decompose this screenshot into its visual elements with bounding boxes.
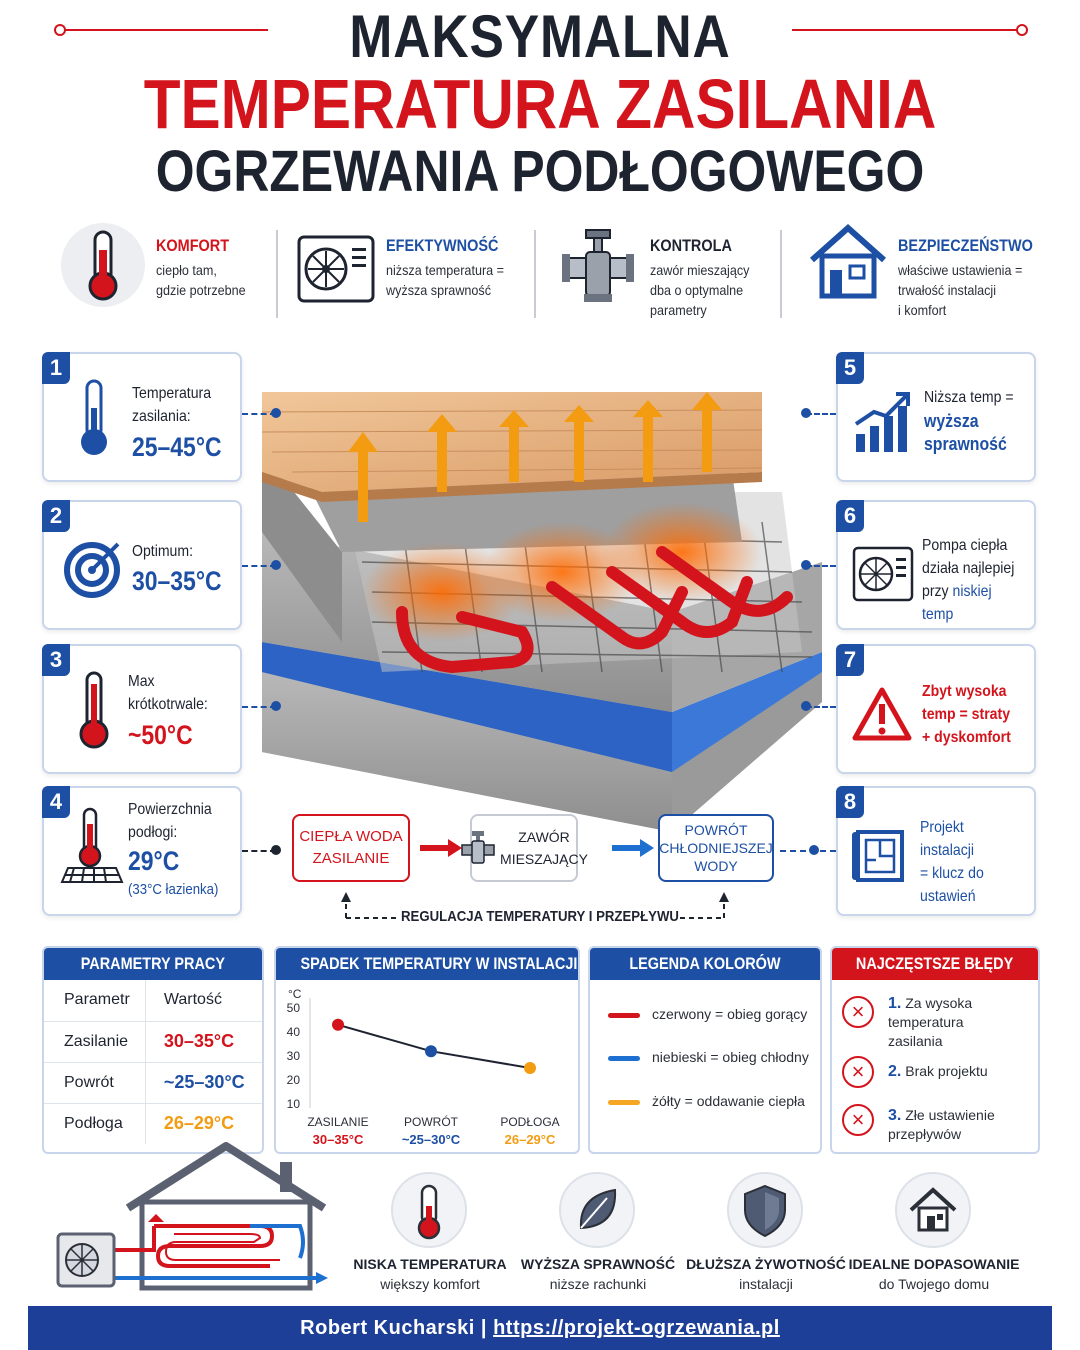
benefit-title: DŁUŻSZA ŻYWOTNOŚĆ [686, 1256, 846, 1272]
shield-icon [729, 1174, 801, 1246]
floor-temperature-icon [60, 806, 124, 890]
heat-pump-icon [852, 546, 914, 602]
params-panel [42, 946, 264, 1154]
connector-dot [271, 560, 281, 570]
close-circle-icon: × [842, 996, 874, 1028]
error-text: Brak projektu [905, 1063, 988, 1079]
legend-swatch [608, 1100, 640, 1105]
feature-desc: ciepło tam, gdzie potrzebne [156, 262, 246, 298]
box-label: Powierzchnia podłogi: [128, 801, 212, 841]
panel-header: NAJCZĘSTSZE BŁĘDY [832, 948, 1038, 980]
benefit-subtitle: instalacji [739, 1276, 793, 1292]
box-label: Zbyt wysoka temp = straty + dyskomfort [922, 683, 1011, 746]
arrow-right-icon [610, 838, 656, 858]
chart-point [524, 1062, 536, 1074]
panel-header: LEGENDA KOLORÓW [590, 948, 820, 980]
warning-icon [852, 686, 912, 742]
table-header: Wartość [145, 980, 262, 1021]
info-box-5 [836, 352, 1036, 482]
panel-header: SPADEK TEMPERATURY W INSTALACJI [276, 948, 578, 980]
box-value: 30–35°C [132, 566, 222, 596]
info-box-2 [42, 500, 242, 630]
valve-icon [460, 829, 496, 867]
box-note: (33°C łazienka) [128, 881, 219, 898]
heat-pump-icon [296, 234, 376, 304]
chart-x-sublabel: 26–29°C [504, 1132, 556, 1147]
chart-y-tick: 40 [286, 1025, 300, 1039]
chart-x-tick: POWRÓT [404, 1115, 458, 1129]
error-text: Złe ustawienie przepływów [888, 1107, 995, 1142]
box-value: niskiej temp [922, 583, 992, 623]
close-circle-icon: × [842, 1056, 874, 1088]
connector-dot [801, 408, 811, 418]
param-value: 26–29°C [145, 1103, 262, 1144]
error-number: 1. [888, 995, 902, 1012]
temperature-drop-chart [276, 980, 578, 1152]
chart-x-tick: PODŁOGA [500, 1115, 560, 1129]
param-name: Zasilanie [44, 1021, 145, 1062]
param-name: Powrót [44, 1062, 145, 1103]
benefit-subtitle: niższe rachunki [549, 1276, 647, 1292]
house-icon [897, 1174, 969, 1246]
legend-swatch [608, 1013, 640, 1018]
table-header: Parametr [64, 991, 130, 1009]
flow-valve-label: ZAWÓR MIESZAJĄCY [500, 829, 588, 867]
box-number: 1 [42, 352, 70, 384]
footer-author: Robert Kucharski [300, 1317, 475, 1339]
house-heating-illustration [50, 1142, 360, 1292]
box-label-text: Pompa ciepła działa najlepiej przy [922, 537, 1015, 600]
benefit-icon-circle [895, 1172, 971, 1248]
legend-panel [588, 946, 822, 1154]
info-box-8 [836, 786, 1036, 916]
benefit-title: NISKA TEMPERATURA [353, 1256, 507, 1272]
panel-header: PARAMETRY PRACY [44, 948, 262, 980]
box-label: Niższa temp = [924, 389, 1014, 406]
info-box-1 [42, 352, 242, 482]
feature-desc: właściwe ustawienia = trwałość instalacji i komfort [898, 262, 1023, 318]
box-value: 29°C [128, 846, 180, 876]
legend-item: niebieski = obieg chłodny [608, 1049, 809, 1065]
regulation-caption: REGULACJA TEMPERATURY I PRZEPŁYWU [401, 908, 679, 925]
flow-supply: CIEPŁA WODA ZASILANIE [292, 814, 410, 882]
box-number: 4 [42, 786, 70, 818]
connector-dot [809, 845, 819, 855]
table-row [44, 1103, 262, 1144]
errors-panel [830, 946, 1040, 1154]
box-number: 5 [836, 352, 864, 384]
chart-y-tick: 20 [286, 1073, 300, 1087]
thermometer-icon [74, 670, 114, 752]
benefit-icon-circle [391, 1172, 467, 1248]
connector-dot [271, 408, 281, 418]
error-number: 3. [888, 1107, 902, 1124]
box-value: 25–45°C [132, 432, 222, 462]
feature-desc: zawór mieszający dba o optymalne parametry [650, 262, 750, 318]
flow-return: POWRÓT CHŁODNIEJSZEJ WODY [658, 814, 774, 882]
chart-y-tick: 30 [286, 1049, 300, 1063]
error-text: Za wysoka temperatura zasilania [888, 995, 973, 1049]
box-number: 3 [42, 644, 70, 676]
chart-point [425, 1045, 437, 1057]
floor-cross-section-illustration [262, 372, 822, 842]
footer-separator: | [474, 1317, 494, 1339]
box-number: 8 [836, 786, 864, 818]
box-label: Max krótkotrwale: [128, 673, 208, 713]
legend-swatch [608, 1056, 640, 1061]
chart-x-sublabel: ~25–30°C [401, 1132, 461, 1147]
title-line-1: MAKSYMALNA [349, 3, 731, 70]
box-number: 7 [836, 644, 864, 676]
info-box-6 [836, 500, 1036, 630]
divider [276, 230, 278, 318]
legend-item: żółty = oddawanie ciepła [608, 1093, 805, 1109]
feature-title: EFEKTYWNOŚĆ [386, 236, 499, 255]
thermometer-icon [60, 222, 146, 308]
benefit-icon-circle [727, 1172, 803, 1248]
box-label: Projekt instalacji = klucz do ustawień [920, 819, 984, 905]
benefit-subtitle: do Twojego domu [878, 1276, 990, 1292]
box-label: Temperatura zasilania: [132, 385, 212, 425]
info-box-3 [42, 644, 242, 774]
valve-icon [560, 226, 636, 306]
title-line-3: OGRZEWANIA PODŁOGOWEGO [155, 139, 925, 204]
chart-x-tick: ZASILANIE [307, 1115, 369, 1129]
feature-title: KOMFORT [156, 236, 230, 255]
box-number: 6 [836, 500, 864, 532]
box-label: Optimum: [132, 543, 194, 560]
chart-y-tick: 10 [286, 1097, 300, 1111]
param-name: Podłoga [44, 1103, 145, 1144]
benefit-icon-circle [559, 1172, 635, 1248]
connector-line [780, 850, 836, 852]
info-box-7 [836, 644, 1036, 774]
table-row [44, 1062, 262, 1103]
param-value: 30–35°C [145, 1021, 262, 1062]
benefit-title: WYŻSZA SPRAWNOŚĆ [520, 1256, 676, 1272]
footer [28, 1306, 1052, 1350]
leaf-icon [561, 1174, 633, 1246]
drop-chart-panel [274, 946, 580, 1154]
blueprint-icon [850, 828, 906, 884]
divider [780, 230, 782, 318]
footer-link[interactable]: https://projekt-ogrzewania.pl [493, 1317, 780, 1339]
benefit-title: IDEALNE DOPASOWANIE [848, 1256, 1020, 1272]
feature-desc: niższa temperatura = wyższa sprawność [386, 262, 505, 298]
close-circle-icon: × [842, 1104, 874, 1136]
house-icon [806, 222, 890, 302]
chart-x-sublabel: 30–35°C [312, 1132, 364, 1147]
box-number: 2 [42, 500, 70, 532]
error-number: 2. [888, 1063, 902, 1080]
feature-title: BEZPIECZEŃSTWO [898, 236, 1033, 255]
params-table [44, 980, 262, 1144]
divider [534, 230, 536, 318]
table-row [44, 1021, 262, 1062]
target-icon [64, 538, 124, 598]
param-value: ~25–30°C [145, 1062, 262, 1103]
thermometer-icon [74, 378, 114, 460]
title-line-2: TEMPERATURA ZASILANIA [143, 65, 937, 143]
box-value: wyższa sprawność [924, 411, 1007, 454]
connector-dot [271, 845, 281, 855]
box-value: ~50°C [128, 720, 193, 750]
connector-dot [801, 560, 811, 570]
arrow-right-icon [418, 838, 464, 858]
info-box-4 [42, 786, 242, 916]
connector-dot [801, 701, 811, 711]
box-label [922, 534, 1021, 626]
benefit-subtitle: większy komfort [380, 1276, 480, 1292]
connector-dot [271, 701, 281, 711]
legend-item: czerwony = obieg gorący [608, 1006, 807, 1022]
feature-title: KONTROLA [650, 236, 732, 255]
thermometer-icon [393, 1174, 465, 1246]
flow-valve [470, 814, 588, 882]
chart-y-tick: 50 [286, 1001, 300, 1015]
growth-chart-icon [852, 390, 912, 454]
chart-y-unit: °C [288, 987, 302, 1001]
chart-point [332, 1019, 344, 1031]
